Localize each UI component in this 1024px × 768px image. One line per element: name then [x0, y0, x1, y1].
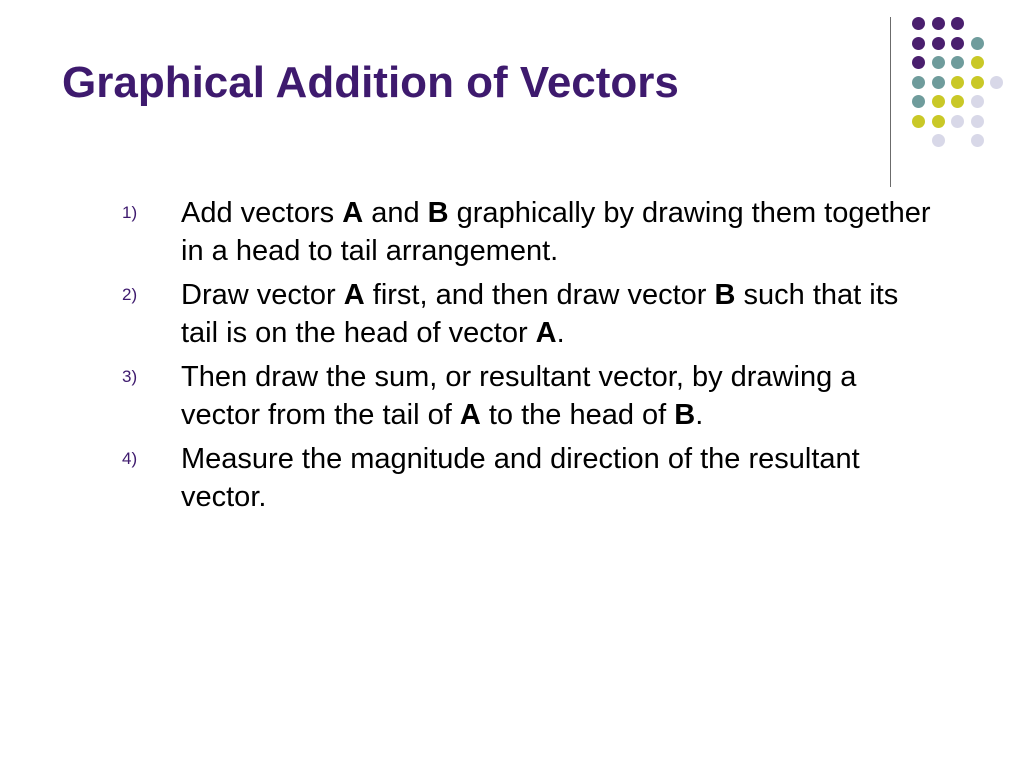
list-item-3	[122, 358, 942, 434]
text-segment: .	[556, 317, 565, 349]
decorative-dot	[932, 95, 945, 108]
decorative-dot	[932, 76, 945, 89]
slide-title: Graphical Addition of Vectors	[62, 58, 679, 107]
text-segment: Measure the magnitude and direction of the resultant vector.	[181, 443, 860, 513]
decorative-dot	[971, 56, 984, 69]
list-number: 1)	[122, 203, 138, 222]
text-segment: graphically by drawing them together in a head to tail arrangement.	[181, 197, 931, 267]
decorative-dot	[912, 56, 925, 69]
decorative-dot	[951, 76, 964, 89]
decorative-dot	[971, 76, 984, 89]
decorative-dot	[932, 115, 945, 128]
decorative-dot	[971, 95, 984, 108]
list-item-1	[122, 194, 942, 270]
list-number: 4)	[122, 449, 138, 468]
decorative-dot	[951, 37, 964, 50]
list-item-4	[122, 440, 942, 516]
bold-segment: B	[427, 197, 449, 229]
text-segment: Then draw the sum, or resultant vector, by drawing a vector from the tail of	[181, 361, 857, 431]
text-segment: first, and then draw vector	[364, 279, 715, 311]
decorative-dot	[971, 37, 984, 50]
text-segment: such that its tail is on the head of vector	[181, 279, 899, 349]
decorative-dot	[912, 76, 925, 89]
decorative-dot	[932, 134, 945, 147]
list-number: 2)	[122, 285, 138, 304]
text-segment: .	[695, 399, 704, 431]
bold-segment: A	[342, 197, 364, 229]
decorative-dot	[912, 95, 925, 108]
text-segment: Add vectors	[181, 197, 343, 229]
list-item-2	[122, 276, 942, 352]
decorative-dot	[990, 76, 1003, 89]
decorative-dot-grid	[0, 0, 1024, 200]
bold-segment: A	[343, 279, 365, 311]
decorative-dot	[912, 115, 925, 128]
decorative-dot	[912, 17, 925, 30]
decorative-dot	[971, 134, 984, 147]
list-item-text	[181, 279, 898, 349]
decorative-dot	[912, 37, 925, 50]
decorative-dot	[951, 17, 964, 30]
decorative-dot	[951, 95, 964, 108]
list-number: 3)	[122, 367, 138, 386]
bold-segment: A	[459, 399, 481, 431]
list-item-text	[181, 361, 856, 431]
decorative-dot	[951, 115, 964, 128]
decorative-dot	[932, 17, 945, 30]
numbered-list	[122, 194, 942, 522]
list-item-text	[181, 197, 931, 267]
bold-segment: B	[714, 279, 736, 311]
text-segment: to the head of	[480, 399, 675, 431]
decorative-dot	[932, 37, 945, 50]
decorative-dot	[932, 56, 945, 69]
bold-segment: B	[674, 399, 696, 431]
decorative-dot	[951, 56, 964, 69]
text-segment: and	[363, 197, 428, 229]
decorative-dot	[971, 115, 984, 128]
text-segment: Draw vector	[181, 279, 344, 311]
bold-segment: A	[535, 317, 557, 349]
list-item-text	[181, 443, 860, 513]
